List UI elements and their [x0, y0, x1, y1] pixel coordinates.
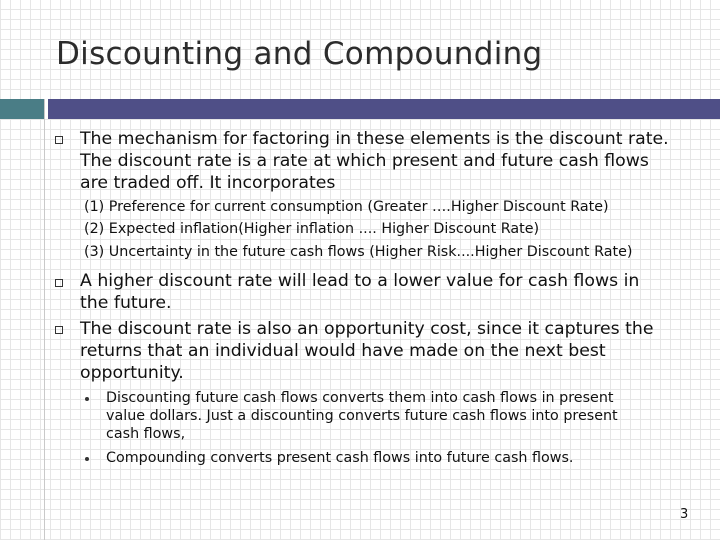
factor-item-3: (3) Uncertainty in the future cash flows (Higher Risk....Higher Discount Rate)	[84, 244, 633, 260]
square-bullet-icon	[55, 326, 63, 334]
factor-item-2: (2) Expected inflation(Higher inflation .... Higher Discount Rate)	[84, 221, 540, 237]
bullet-line: are traded off. It incorporates	[80, 173, 336, 193]
bullet-item-2	[80, 270, 639, 314]
sub-bullet-line: Discounting future cash flows converts them into cash flows in present	[106, 390, 614, 406]
square-bullet-icon	[55, 279, 63, 287]
bullet-line: The mechanism for factoring in these elements is the discount rate.	[80, 129, 669, 149]
factor-item-1: (1) Preference for current consumption (Greater ….Higher Discount Rate)	[84, 199, 609, 215]
bullet-line: the future.	[80, 293, 172, 313]
bullet-item-3	[80, 318, 654, 384]
bullet-line: returns that an individual would have made on the next best	[80, 341, 606, 361]
sub-bullet-item-1	[106, 389, 618, 443]
bullet-line: The discount rate is also an opportunity cost, since it captures the	[80, 319, 654, 339]
sub-bullet-item-2	[106, 449, 573, 467]
bullet-line: opportunity.	[80, 363, 184, 383]
slide-vertical-rule	[44, 99, 45, 540]
slide-title: Discounting and Compounding	[56, 36, 543, 72]
header-bar-accent-left	[0, 99, 44, 119]
sub-bullet-line: cash flows,	[106, 426, 186, 442]
page-number: 3	[680, 507, 689, 522]
sub-bullet-line: Compounding converts present cash flows into future cash flows.	[106, 450, 574, 466]
dot-bullet-icon	[85, 457, 89, 461]
dot-bullet-icon	[85, 397, 89, 401]
bullet-line: A higher discount rate will lead to a lower value for cash flows in	[80, 271, 640, 291]
sub-bullet-line: value dollars. Just a discounting converts future cash flows into present	[106, 408, 618, 424]
bullet-line: The discount rate is a rate at which present and future cash flows	[80, 151, 649, 171]
square-bullet-icon	[55, 136, 63, 144]
bullet-item-1	[80, 128, 669, 194]
header-bar-accent-right	[48, 99, 720, 119]
